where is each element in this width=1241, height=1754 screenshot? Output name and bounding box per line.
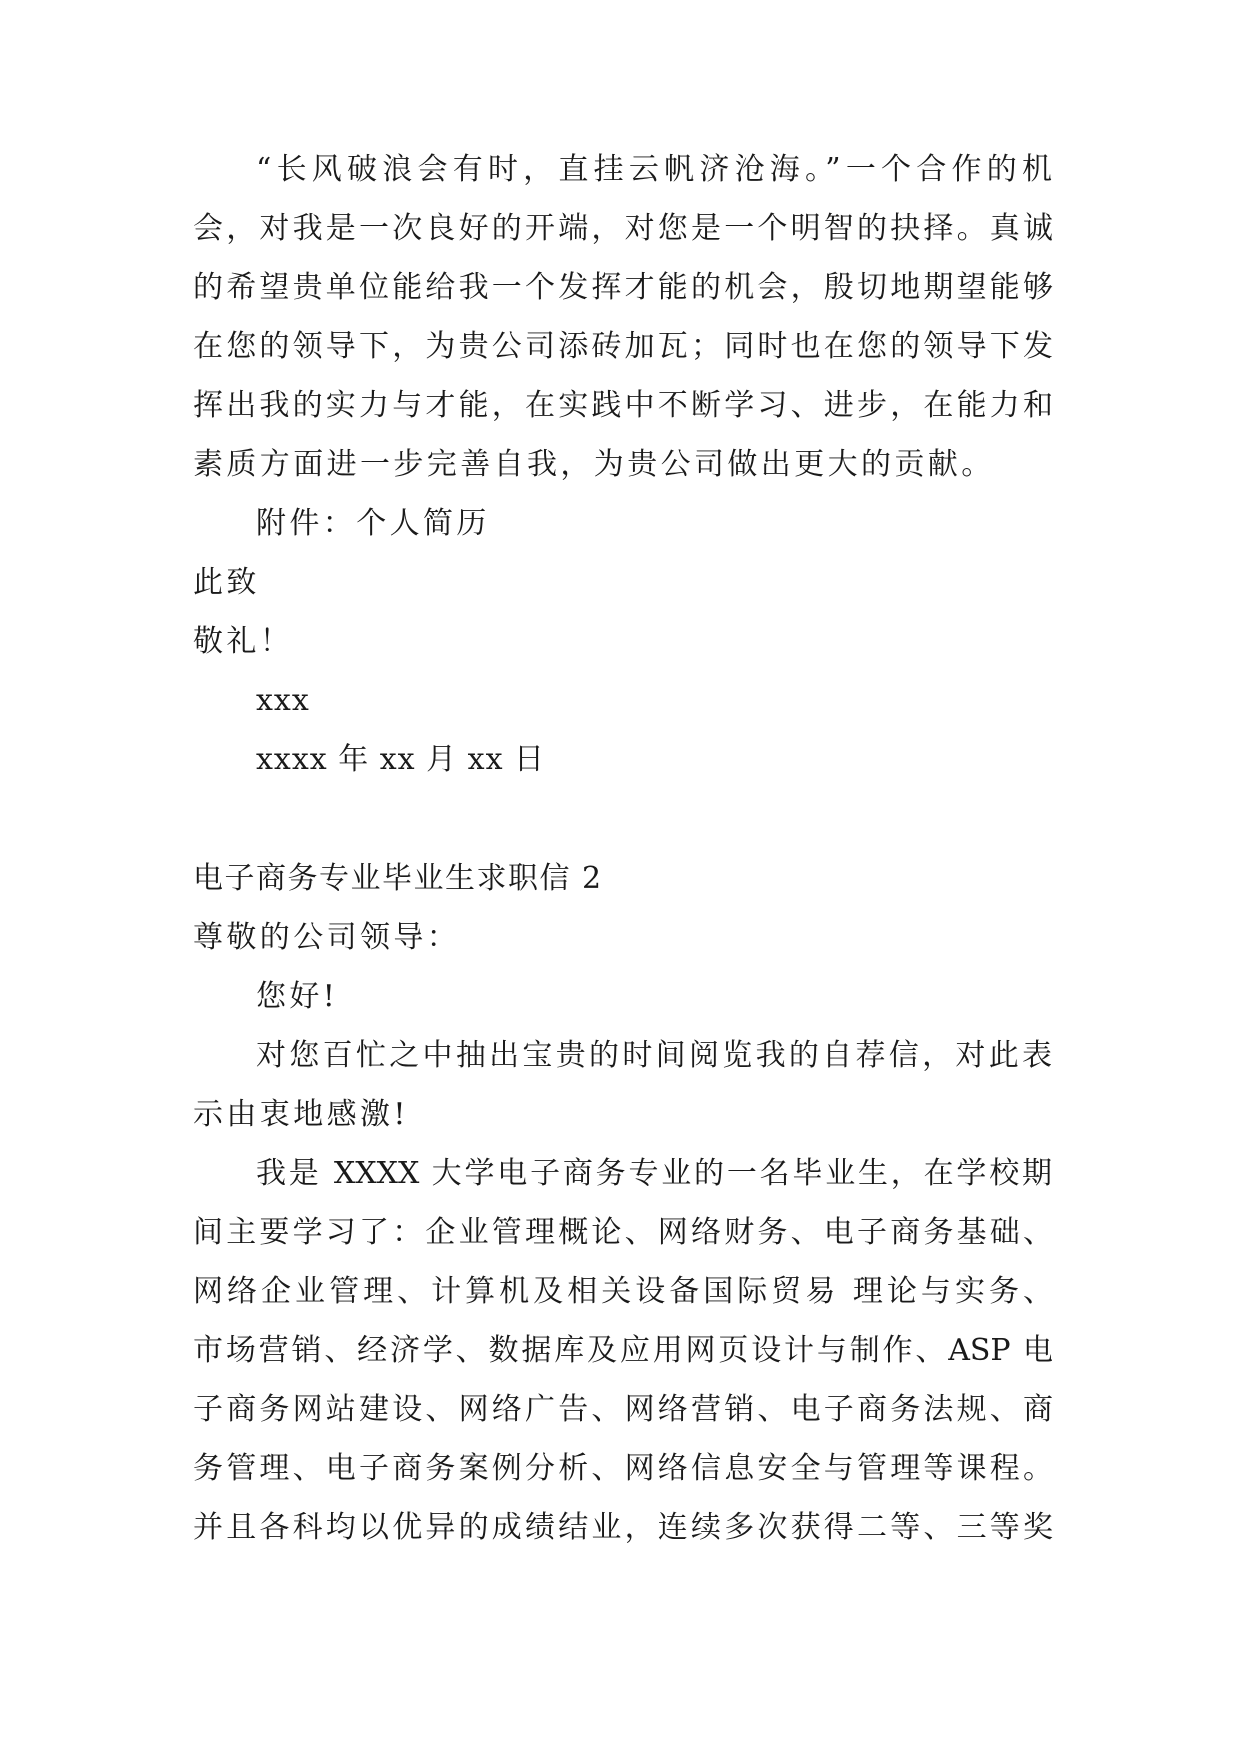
paragraph-line: 我是 XXXX 大学电子商务专业的一名毕业生，在学校期 xyxy=(256,1156,1052,1191)
paragraph-line: “长风破浪会有时，直挂云帆济沧海。”一个合作的机 xyxy=(256,152,1052,187)
closing-salutation: 此致 xyxy=(193,565,260,600)
paragraph-line: 素质方面进一步完善自我，为贵公司做出更大的贡献。 xyxy=(193,447,995,482)
paragraph-line: 市场营销、经济学、数据库及应用网页设计与制作、ASP 电 xyxy=(193,1333,1053,1368)
paragraph-line: 务管理、电子商务案例分析、网络信息安全与管理等课程。 xyxy=(193,1451,1053,1486)
closing-regards: 敬礼！ xyxy=(193,624,294,659)
signature-date: xxxx 年 xx 月 xx 日 xyxy=(256,742,546,777)
paragraph-line: 会，对我是一次良好的开端，对您是一个明智的抉择。真诚 xyxy=(193,211,1053,246)
paragraph-line: 子商务网站建设、网络广告、网络营销、电子商务法规、商 xyxy=(193,1392,1053,1427)
paragraph-line: 并且各科均以优异的成绩结业，连续多次获得二等、三等奖 xyxy=(193,1510,1053,1545)
paragraph-line: 间主要学习了：企业管理概论、网络财务、电子商务基础、 xyxy=(193,1215,1053,1250)
paragraph-line: 挥出我的实力与才能，在实践中不断学习、进步，在能力和 xyxy=(193,388,1053,423)
letter-greeting: 尊敬的公司领导： xyxy=(193,920,461,955)
attachment-note: 附件：个人简历 xyxy=(256,506,490,541)
paragraph-line: 对您百忙之中抽出宝贵的时间阅览我的自荐信，对此表 xyxy=(256,1038,1052,1073)
paragraph-line: 的希望贵单位能给我一个发挥才能的机会，殷切地期望能够 xyxy=(193,270,1053,305)
section-title: 电子商务专业毕业生求职信 2 xyxy=(193,861,603,896)
paragraph-line: 在您的领导下，为贵公司添砖加瓦；同时也在您的领导下发 xyxy=(193,329,1053,364)
paragraph-line: 网络企业管理、计算机及相关设备国际贸易 理论与实务、 xyxy=(193,1274,1053,1309)
letter-hello: 您好! xyxy=(256,979,339,1014)
paragraph-line: 示由衷地感激! xyxy=(193,1097,409,1132)
signature-name: xxx xyxy=(256,683,310,718)
